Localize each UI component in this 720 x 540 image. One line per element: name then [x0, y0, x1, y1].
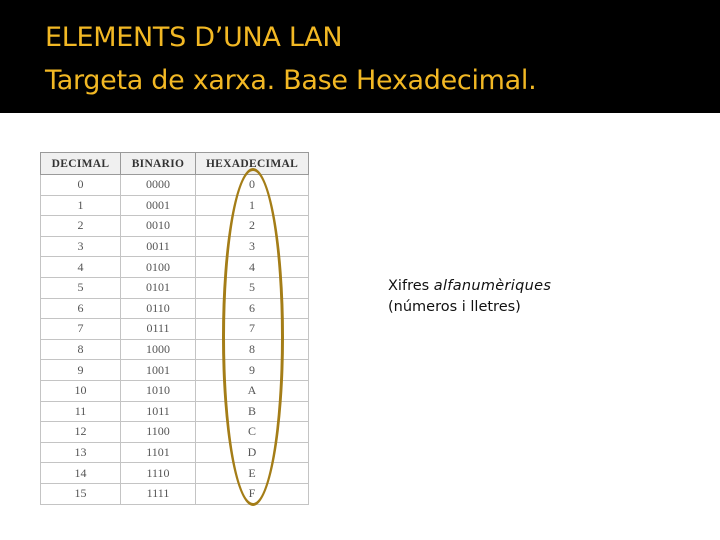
cell-hexadecimal: 2 — [196, 216, 309, 237]
cell-hexadecimal: 3 — [196, 236, 309, 257]
cell-hexadecimal: B — [196, 401, 309, 422]
cell-binario: 0000 — [121, 175, 196, 196]
table-row — [41, 463, 309, 484]
cell-hexadecimal: D — [196, 442, 309, 463]
cell-decimal: 14 — [41, 463, 121, 484]
header-binario: BINARIO — [121, 153, 196, 175]
slide-title: ELEMENTS D’UNA LAN — [45, 22, 343, 53]
cell-binario: 1011 — [121, 401, 196, 422]
cell-decimal: 13 — [41, 442, 121, 463]
cell-hexadecimal: 6 — [196, 298, 309, 319]
cell-hexadecimal: 4 — [196, 257, 309, 278]
cell-binario: 1100 — [121, 422, 196, 443]
table-row — [41, 195, 309, 216]
cell-binario: 1101 — [121, 442, 196, 463]
table-row — [41, 401, 309, 422]
table-row — [41, 422, 309, 443]
cell-decimal: 0 — [41, 175, 121, 196]
cell-decimal: 11 — [41, 401, 121, 422]
annotation-emphasis: alfanumèriques — [433, 278, 552, 294]
cell-binario: 1010 — [121, 380, 196, 401]
cell-decimal: 15 — [41, 483, 121, 504]
annotation-line-1 — [388, 276, 551, 297]
cell-hexadecimal: 1 — [196, 195, 309, 216]
cell-decimal: 1 — [41, 195, 121, 216]
annotation-prefix: Xifres — [388, 278, 434, 294]
cell-decimal: 3 — [41, 236, 121, 257]
cell-binario: 0111 — [121, 319, 196, 340]
cell-hexadecimal: 5 — [196, 277, 309, 298]
table-header-row — [41, 153, 309, 175]
table-row — [41, 360, 309, 381]
table-row — [41, 216, 309, 237]
title-bar — [0, 0, 720, 113]
cell-binario: 0011 — [121, 236, 196, 257]
conversion-table — [40, 152, 309, 505]
cell-decimal: 8 — [41, 339, 121, 360]
slide-subtitle: Targeta de xarxa. Base Hexadecimal. — [45, 65, 537, 96]
cell-binario: 1110 — [121, 463, 196, 484]
cell-hexadecimal: A — [196, 380, 309, 401]
table-row — [41, 175, 309, 196]
table-row — [41, 483, 309, 504]
cell-binario: 0100 — [121, 257, 196, 278]
table-row — [41, 277, 309, 298]
cell-binario: 1001 — [121, 360, 196, 381]
table-row — [41, 257, 309, 278]
annotation-text — [388, 276, 551, 318]
table-row — [41, 442, 309, 463]
cell-decimal: 6 — [41, 298, 121, 319]
header-hexadecimal: HEXADECIMAL — [196, 153, 309, 175]
cell-decimal: 12 — [41, 422, 121, 443]
annotation-line-2: (números i lletres) — [388, 299, 521, 315]
cell-binario: 1111 — [121, 483, 196, 504]
cell-decimal: 4 — [41, 257, 121, 278]
cell-binario: 1000 — [121, 339, 196, 360]
table-row — [41, 339, 309, 360]
table-row — [41, 380, 309, 401]
cell-hexadecimal: F — [196, 483, 309, 504]
table-row — [41, 319, 309, 340]
cell-hexadecimal: 0 — [196, 175, 309, 196]
cell-hexadecimal: C — [196, 422, 309, 443]
cell-decimal: 5 — [41, 277, 121, 298]
cell-decimal: 10 — [41, 380, 121, 401]
cell-binario: 0101 — [121, 277, 196, 298]
table-row — [41, 298, 309, 319]
cell-binario: 0110 — [121, 298, 196, 319]
header-decimal: DECIMAL — [41, 153, 121, 175]
table-row — [41, 236, 309, 257]
cell-hexadecimal: 8 — [196, 339, 309, 360]
cell-binario: 0001 — [121, 195, 196, 216]
cell-hexadecimal: 7 — [196, 319, 309, 340]
cell-binario: 0010 — [121, 216, 196, 237]
cell-decimal: 2 — [41, 216, 121, 237]
cell-decimal: 7 — [41, 319, 121, 340]
cell-hexadecimal: 9 — [196, 360, 309, 381]
cell-hexadecimal: E — [196, 463, 309, 484]
table-body — [41, 175, 309, 505]
cell-decimal: 9 — [41, 360, 121, 381]
